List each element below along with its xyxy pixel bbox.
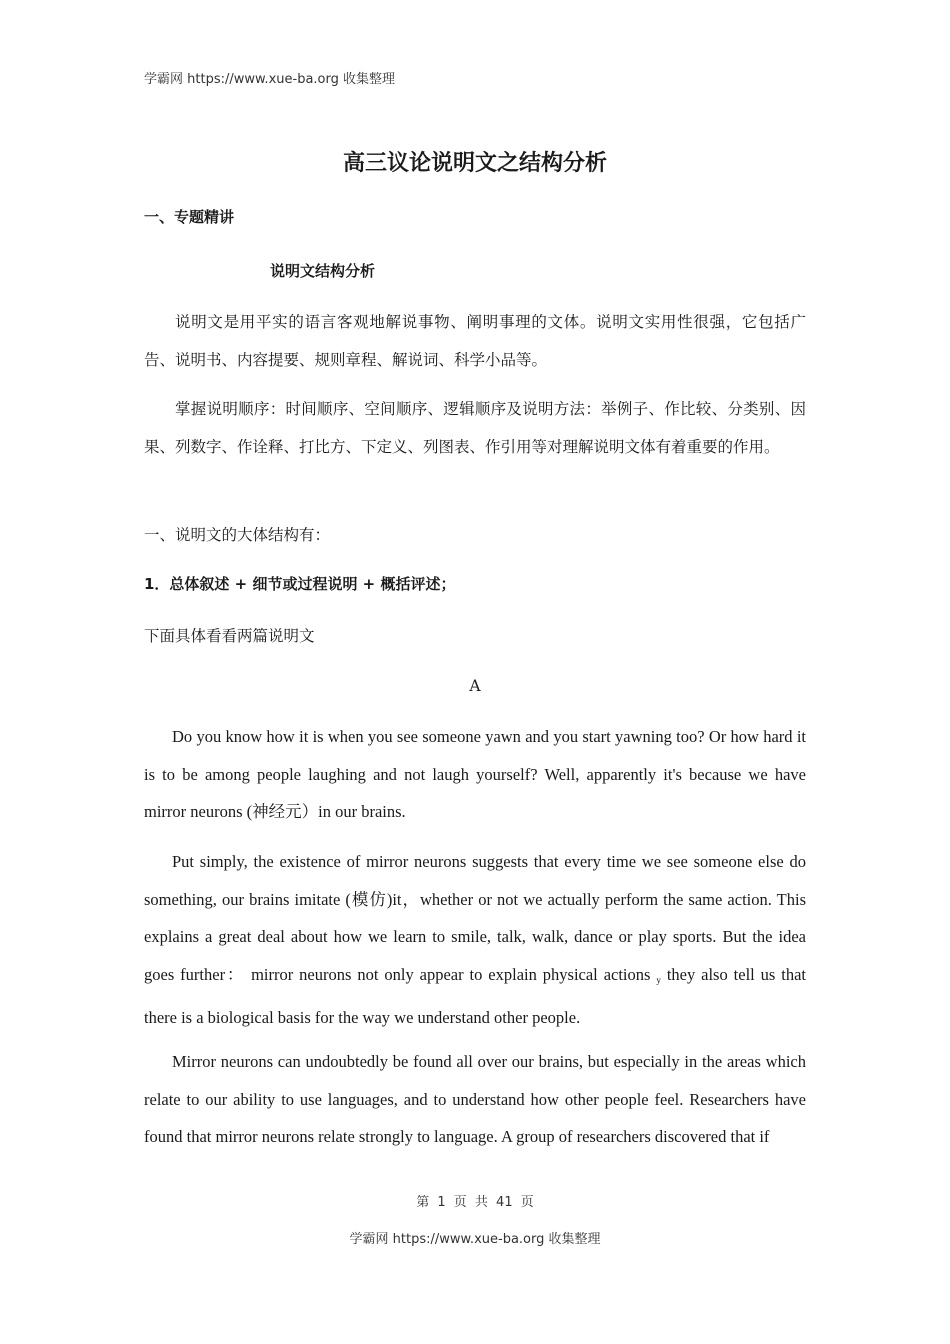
section-heading: 一、专题精讲 (144, 208, 235, 226)
structure-item-1: 1．总体叙述 + 细节或过程说明 + 概括评述； (144, 575, 456, 593)
passage-label: A (469, 677, 481, 695)
header-source-note: 学霸网 https://www.xue-ba.org 收集整理 (144, 72, 395, 87)
structure-intro: 一、说明文的大体结构有： (144, 526, 331, 544)
english-paragraph-2-part-b: they also tell us that there is a biological basis for the way we understand other people. (144, 964, 807, 1027)
english-paragraph-2-part-a: Put simply, the existence of mirror neurons suggests that every time we see someone else do something, our brains imitate (模仿)it，whether or not we actually perform the same action. This explains a great deal about how we learn to smile, talk, walk, dance or play sports. But the idea goes further： mirror neurons not only appear to explain physical actions (144, 852, 806, 984)
stray-mark: y (656, 974, 661, 985)
english-paragraph-3: Mirror neurons can undoubtedly be found all over our brains, but especially in the areas which relate to our ability to use languages, and to understand how other people feel. Researchers have found that mirror neurons relate strongly to language. A group of researchers discovered that if (144, 1052, 806, 1146)
english-paragraph-2 (144, 843, 806, 1037)
document-title: 高三议论说明文之结构分析 (342, 151, 607, 176)
english-paragraph-1: Do you know how it is when you see someone yawn and you start yawning too? Or how hard it is to be among people laughing and not laugh yourself? Well, apparently it's because we have mirror neurons (神经元）in our brains. (144, 727, 806, 821)
footer-source-note: 学霸网 https://www.xue-ba.org 收集整理 (349, 1232, 601, 1247)
page-number: 第 1 页 共 41 页 (416, 1195, 534, 1210)
example-intro: 下面具体看看两篇说明文 (144, 627, 315, 645)
subheading: 说明文结构分析 (270, 262, 376, 280)
paragraph-2: 掌握说明顺序：时间顺序、空间顺序、逻辑顺序及说明方法：举例子、作比较、分类别、因果、列数字、作诠释、打比方、下定义、列图表、作引用等对理解说明文体有着重要的作用。 (144, 400, 806, 456)
paragraph-1: 说明文是用平实的语言客观地解说事物、阐明事理的文体。说明文实用性很强，它包括广告、说明书、内容提要、规则章程、解说词、科学小品等。 (144, 313, 806, 369)
